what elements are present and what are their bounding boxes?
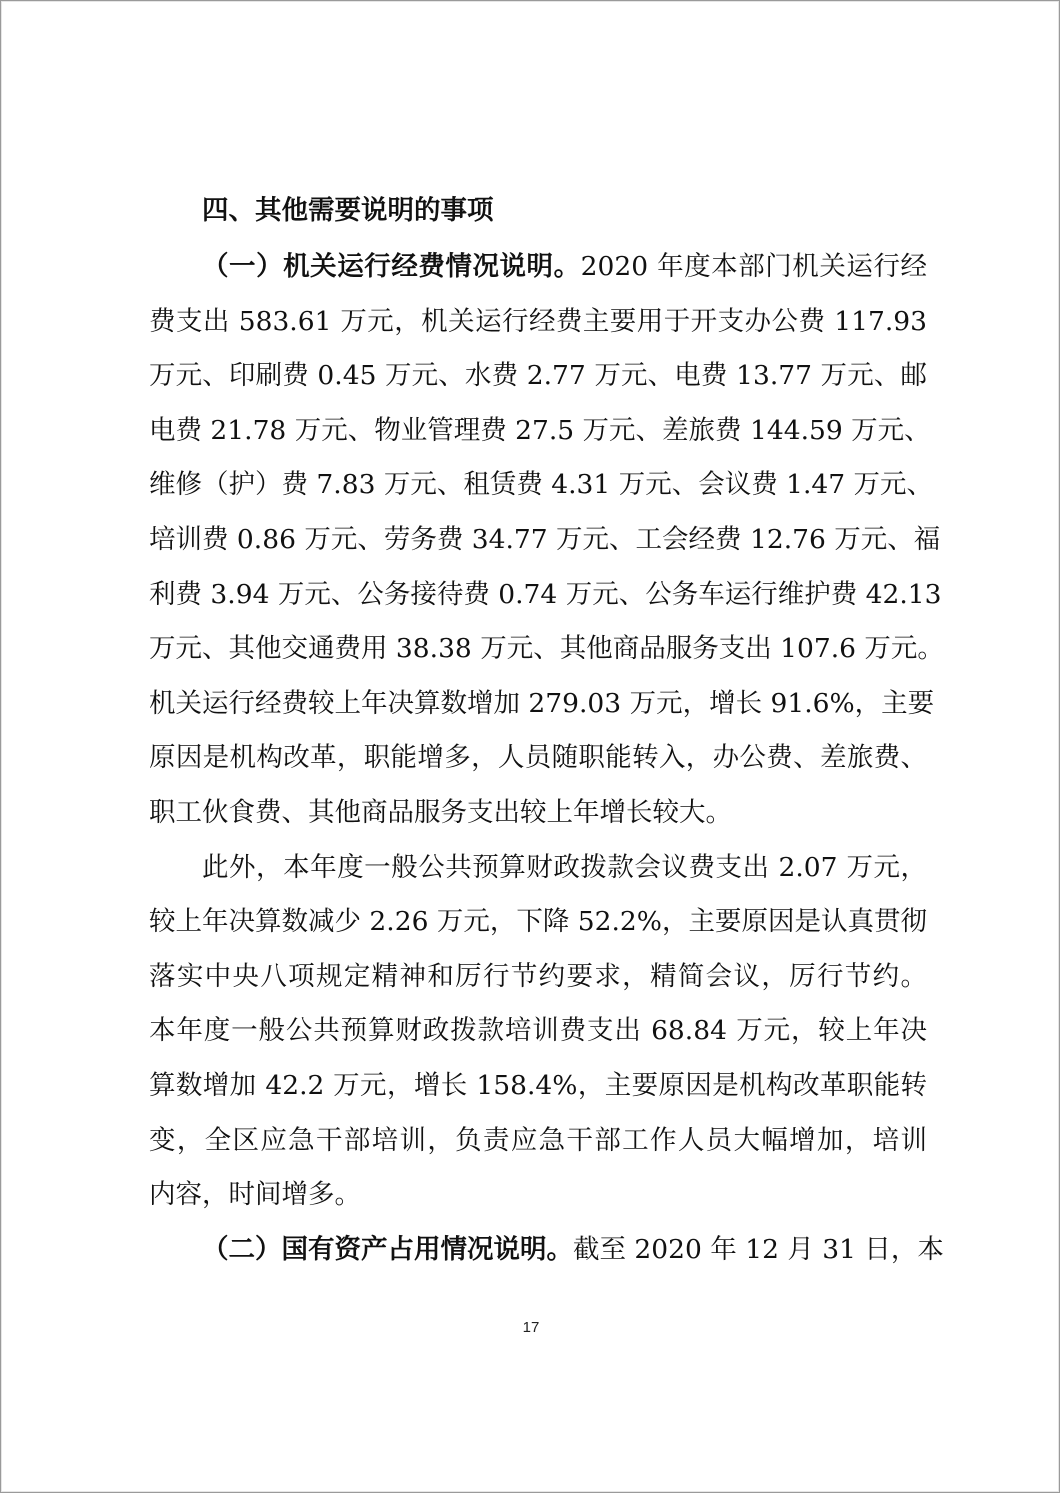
text-line: 维修（护）费 7.83 万元、租赁费 4.31 万元、会议费 1.47 万元、 — [149, 469, 934, 501]
text-line: 落实中央八项规定精神和厉行节约要求，精简会议，厉行节约。 — [149, 960, 927, 992]
sub2-title: （二）国有资产占用情况说明。 — [202, 1233, 573, 1265]
text-line: 内容，时间增多。 — [149, 1179, 361, 1211]
text-line: 原因是机构改革，职能增多，人员随职能转入，办公费、差旅费、 — [149, 742, 927, 774]
text-line: 2020 年度本部门机关运行经 — [580, 251, 927, 282]
sub1-title: （一）机关运行经费情况说明。 — [202, 251, 581, 282]
text-line: 本年度一般公共预算财政拨款培训费支出 68.84 万元，较上年决 — [149, 1015, 927, 1047]
text-line: 较上年决算数减少 2.26 万元，下降 52.2%，主要原因是认真贯彻 — [149, 906, 927, 938]
sub1-first-line — [149, 240, 927, 295]
sub2-first-line — [149, 1223, 944, 1278]
text-line: 电费 21.78 万元、物业管理费 27.5 万元、差旅费 144.59 万元、 — [149, 414, 931, 446]
text-line: 培训费 0.86 万元、劳务费 34.77 万元、工会经费 12.76 万元、福 — [149, 523, 941, 555]
text-line: 万元、印刷费 0.45 万元、水费 2.77 万元、电费 13.77 万元、邮 — [149, 360, 927, 392]
text-line: 职工伙食费、其他商品服务支出较上年增长较大。 — [149, 796, 732, 828]
text-line: 万元、其他交通费用 38.38 万元、其他商品服务支出 107.6 万元。 — [149, 633, 944, 665]
text-line: 利费 3.94 万元、公务接待费 0.74 万元、公务车运行维护费 42.13 — [149, 578, 942, 610]
page-content — [149, 182, 944, 1277]
para2-first-line: 此外，本年度一般公共预算财政拨款会议费支出 2.07 万元， — [202, 851, 927, 883]
page-number: 17 — [522, 1319, 540, 1336]
text-line: 变，全区应急干部培训，负责应急干部工作人员大幅增加，培训 — [149, 1124, 927, 1156]
section-heading: 四、其他需要说明的事项 — [202, 195, 494, 226]
text-line: 机关运行经费较上年决算数增加 279.03 万元，增长 91.6%，主要 — [149, 687, 935, 719]
text-line: 费支出 583.61 万元，机关运行经费主要用于开支办公费 117.93 — [149, 305, 927, 337]
text-line: 截至 2020 年 12 月 31 日，本 — [573, 1233, 944, 1265]
text-line: 算数增加 42.2 万元，增长 158.4%，主要原因是机构改革职能转 — [149, 1069, 927, 1101]
